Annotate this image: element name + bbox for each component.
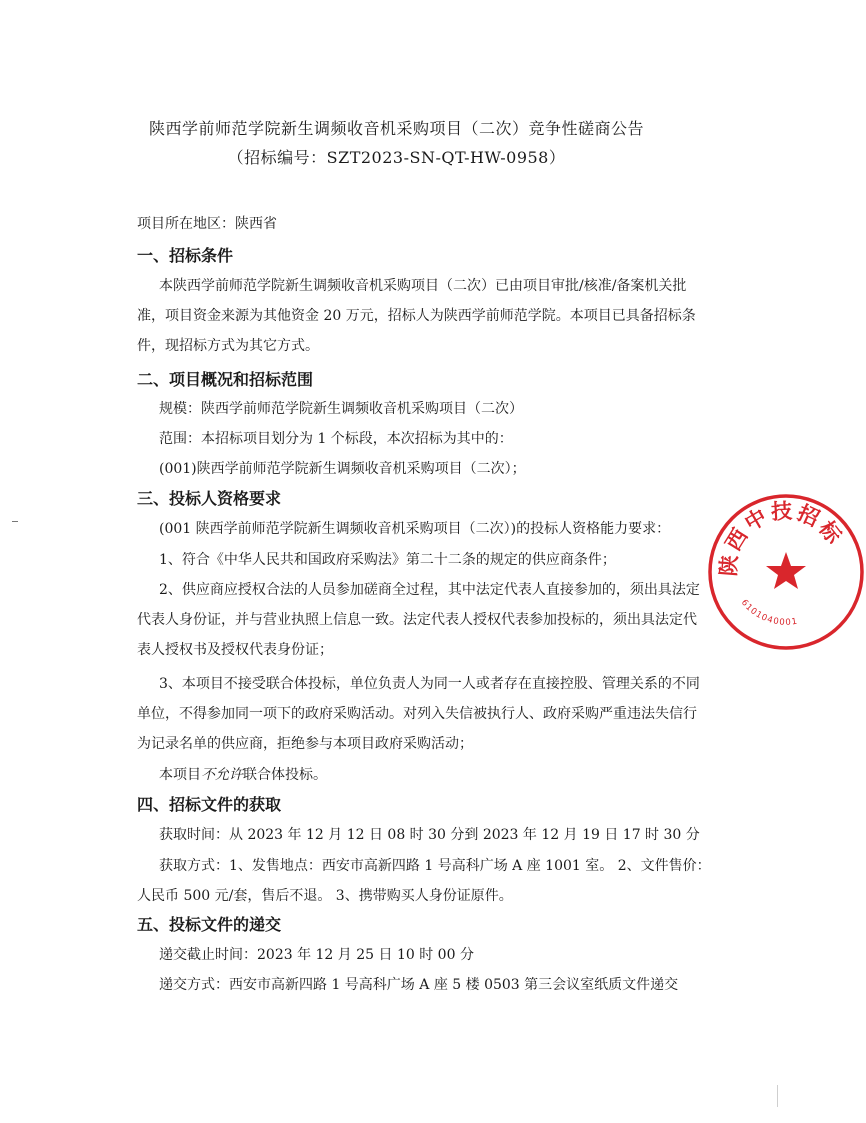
s4-time: 获取时间：从 2023 年 12 月 12 日 08 时 30 分到 2023 年 12 月 19 日 17 时 30 分 [159,827,700,843]
s4-method-line: 人民币 500 元/套，售后不退。 3、携带购买人身份证原件。 [137,888,513,904]
scan-speck [12,521,18,522]
svg-text:陕西中技招标: 陕西中技招标 [716,498,848,578]
s2-scale: 规模：陕西学前师范学院新生调频收音机采购项目（二次） [159,401,523,417]
svg-text:6101040001: 6101040001 [738,597,799,628]
s2-range: 范围：本招标项目划分为 1 个标段，本次招标为其中的： [159,431,513,447]
section-heading-3: 三、投标人资格要求 [137,489,282,508]
joint-bid-handwritten: 不允许 [201,767,243,783]
s1-paragraph-line: 本陕西学前师范学院新生调频收音机采购项目（二次）已由项目审批/核准/备案机关批 [159,278,687,294]
joint-bid-suffix: 联合体投标。 [243,767,327,783]
s3-intro: (001 陕西学前师范学院新生调频收音机采购项目（二次）)的投标人资格能力要求： [159,521,671,537]
project-region: 项目所在地区：陕西省 [137,216,277,232]
s3-requirement-3-line: 为记录名单的供应商，拒绝参与本项目政府采购活动； [137,736,473,752]
section-heading-4: 四、招标文件的获取 [137,795,282,814]
company-seal [706,492,866,652]
joint-bid-prefix: 本项目 [159,767,201,783]
s3-requirement-3-line: 3、本项目不接受联合体投标，单位负责人为同一人或者存在直接控股、管理关系的不同 [159,676,700,692]
s1-paragraph-line: 件，现招标方式为其它方式。 [137,338,319,354]
s3-requirement-2-line: 2、供应商应授权合法的人员参加磋商全过程，其中法定代表人直接参加的，须出具法定 [159,582,700,598]
s1-paragraph-line: 准，项目资金来源为其他资金 20 万元，招标人为陕西学前师范学院。本项目已具备招标条 [137,308,696,324]
s3-requirement-1: 1、符合《中华人民共和国政府采购法》第二十二条的规定的供应商条件； [159,552,616,568]
section-heading-1: 一、招标条件 [137,246,234,265]
s3-requirement-3-line: 单位，不得参加同一项下的政府采购活动。对列入失信被执行人、政府采购严重违法失信行 [137,706,697,722]
s3-joint-bid [159,766,667,784]
s4-method-line: 获取方式：1、发售地点：西安市高新四路 1 号高科广场 A 座 1001 室。 2、文件售价： [159,858,711,874]
s5-deadline: 递交截止时间：2023 年 12 月 25 日 10 时 00 分 [159,947,474,963]
section-heading-5: 五、投标文件的递交 [137,915,282,934]
document-title: 陕西学前师范学院新生调频收音机采购项目（二次）竞争性磋商公告 [148,119,644,138]
s5-method: 递交方式：西安市高新四路 1 号高科广场 A 座 5 楼 0503 第三会议室纸质文件递交 [159,977,679,993]
section-heading-2: 二、项目概况和招标范围 [137,370,314,389]
s2-lot: (001)陕西学前师范学院新生调频收音机采购项目（二次）； [159,461,526,477]
tender-number: （招标编号：SZT2023-SN-QT-HW-0958） [227,148,566,167]
s3-requirement-2-line: 代表人身份证，并与营业执照上信息一致。法定代表人授权代表参加投标的，须出具法定代 [137,612,697,628]
scan-edge-line [777,1085,778,1107]
s3-requirement-2-line: 表人授权书及授权代表身份证； [137,642,333,658]
